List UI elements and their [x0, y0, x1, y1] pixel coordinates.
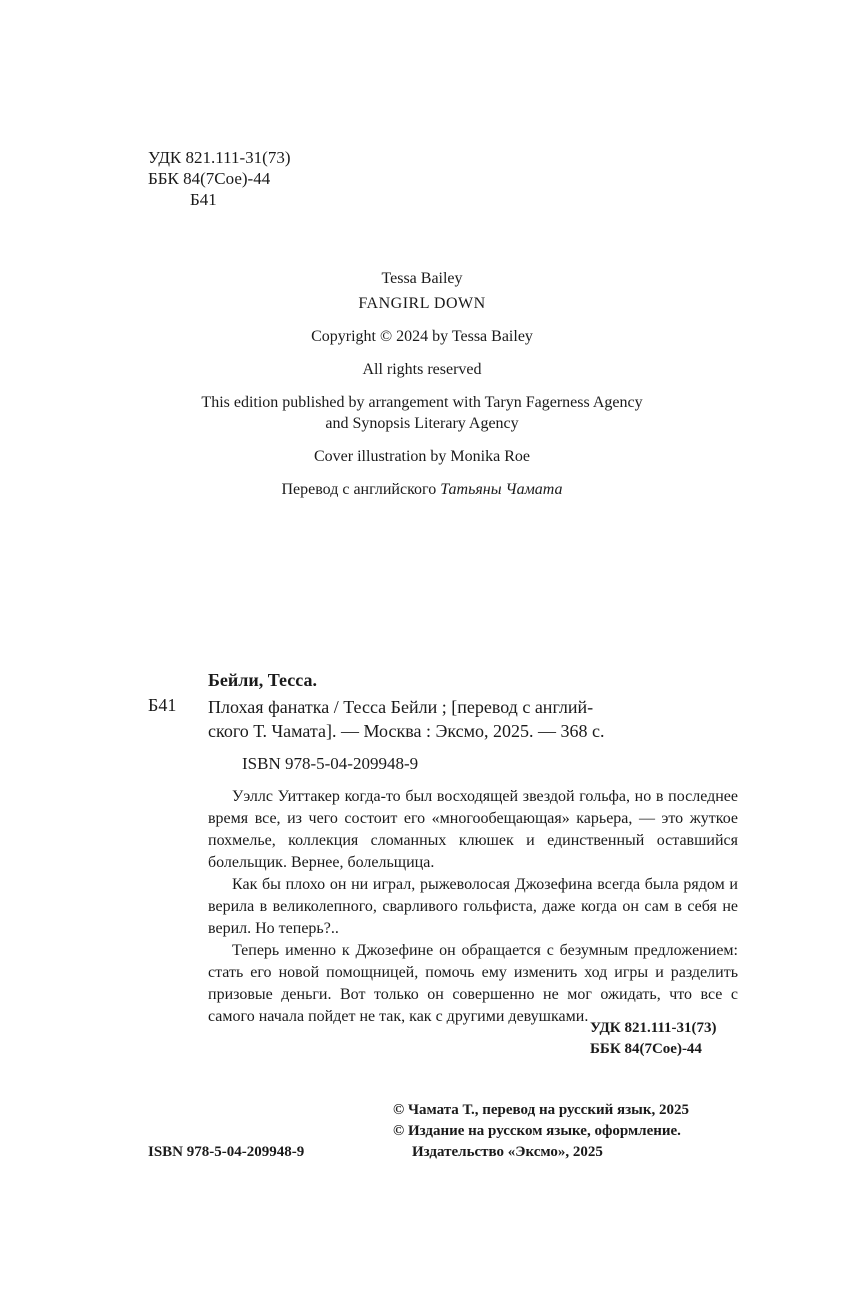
catalog-desc-line-2: ского Т. Чамата]. — Москва : Эксмо, 2025. — 368 с. [208, 721, 605, 741]
footer-copyrights [393, 1100, 689, 1163]
annotation [208, 786, 738, 1028]
annotation-paragraph: Уэллс Уиттакер когда-то был восходящей звездой гольфа, но в последнее время все, из чего состоит его «многообещающая» карьера, — это жуткое похмелье, коллекция сломанных клюшек и единственный оставшийся болельщик. Вернее, болельщица. [208, 788, 738, 871]
translator-name: Татьяны Чамата [440, 481, 563, 498]
card-codes [590, 1018, 717, 1060]
cover-credit: Cover illustration by Monika Roe [314, 448, 530, 465]
author-en: Tessa Bailey [381, 270, 463, 287]
copyright-publisher: Издательство «Эксмо», 2025 [412, 1144, 603, 1160]
card-udk: УДК 821.111-31(73) [590, 1020, 717, 1036]
catalog-mark: Б41 [148, 695, 177, 715]
catalog-heading: Бейли, Тесса. [208, 670, 317, 690]
catalog-desc-line-1: Плохая фанатка / Тесса Бейли ; [перевод с англий- [208, 697, 594, 717]
bbk-code: ББК 84(7Сое)-44 [148, 169, 271, 188]
catalog-isbn: ISBN 978-5-04-209948-9 [242, 754, 419, 773]
card-bbk: ББК 84(7Сое)-44 [590, 1041, 702, 1057]
udk-code: УДК 821.111-31(73) [148, 148, 291, 167]
rights-block [0, 268, 844, 500]
footer-isbn: ISBN 978-5-04-209948-9 [148, 1144, 305, 1160]
rights-reserved: All rights reserved [362, 361, 482, 378]
translation-credit [0, 479, 844, 500]
catalog-description [208, 695, 738, 743]
translation-prefix: Перевод с английского [281, 481, 437, 498]
title-en: FANGIRL DOWN [358, 295, 486, 312]
edition-line-1: This edition published by arrangement with Taryn Fagerness Agency [201, 394, 643, 411]
edition-line-2: and Synopsis Literary Agency [325, 415, 519, 432]
copyright-line: Copyright © 2024 by Tessa Bailey [311, 328, 533, 345]
copyright-edition: © Издание на русском языке, оформление. [393, 1123, 681, 1139]
annotation-paragraph: Как бы плохо он ни играл, рыжеволосая Джозефина всегда была рядом и верила в великолепного, сварливого гольфиста, даже когда он сам в себя не верил. Но теперь?.. [208, 876, 738, 937]
copyright-translation: © Чамата Т., перевод на русский язык, 2025 [393, 1102, 690, 1118]
author-mark: Б41 [190, 190, 217, 209]
classification-block [148, 147, 290, 210]
annotation-paragraph: Теперь именно к Джозефине он обращается с безумным предложением: стать его новой помощницей, помочь ему изменить ход игры и разделить призовые деньги. Вот только он совершенно не мог ожидать, что все с самого начала пойдет не так, как с другими девушками. [208, 942, 738, 1025]
